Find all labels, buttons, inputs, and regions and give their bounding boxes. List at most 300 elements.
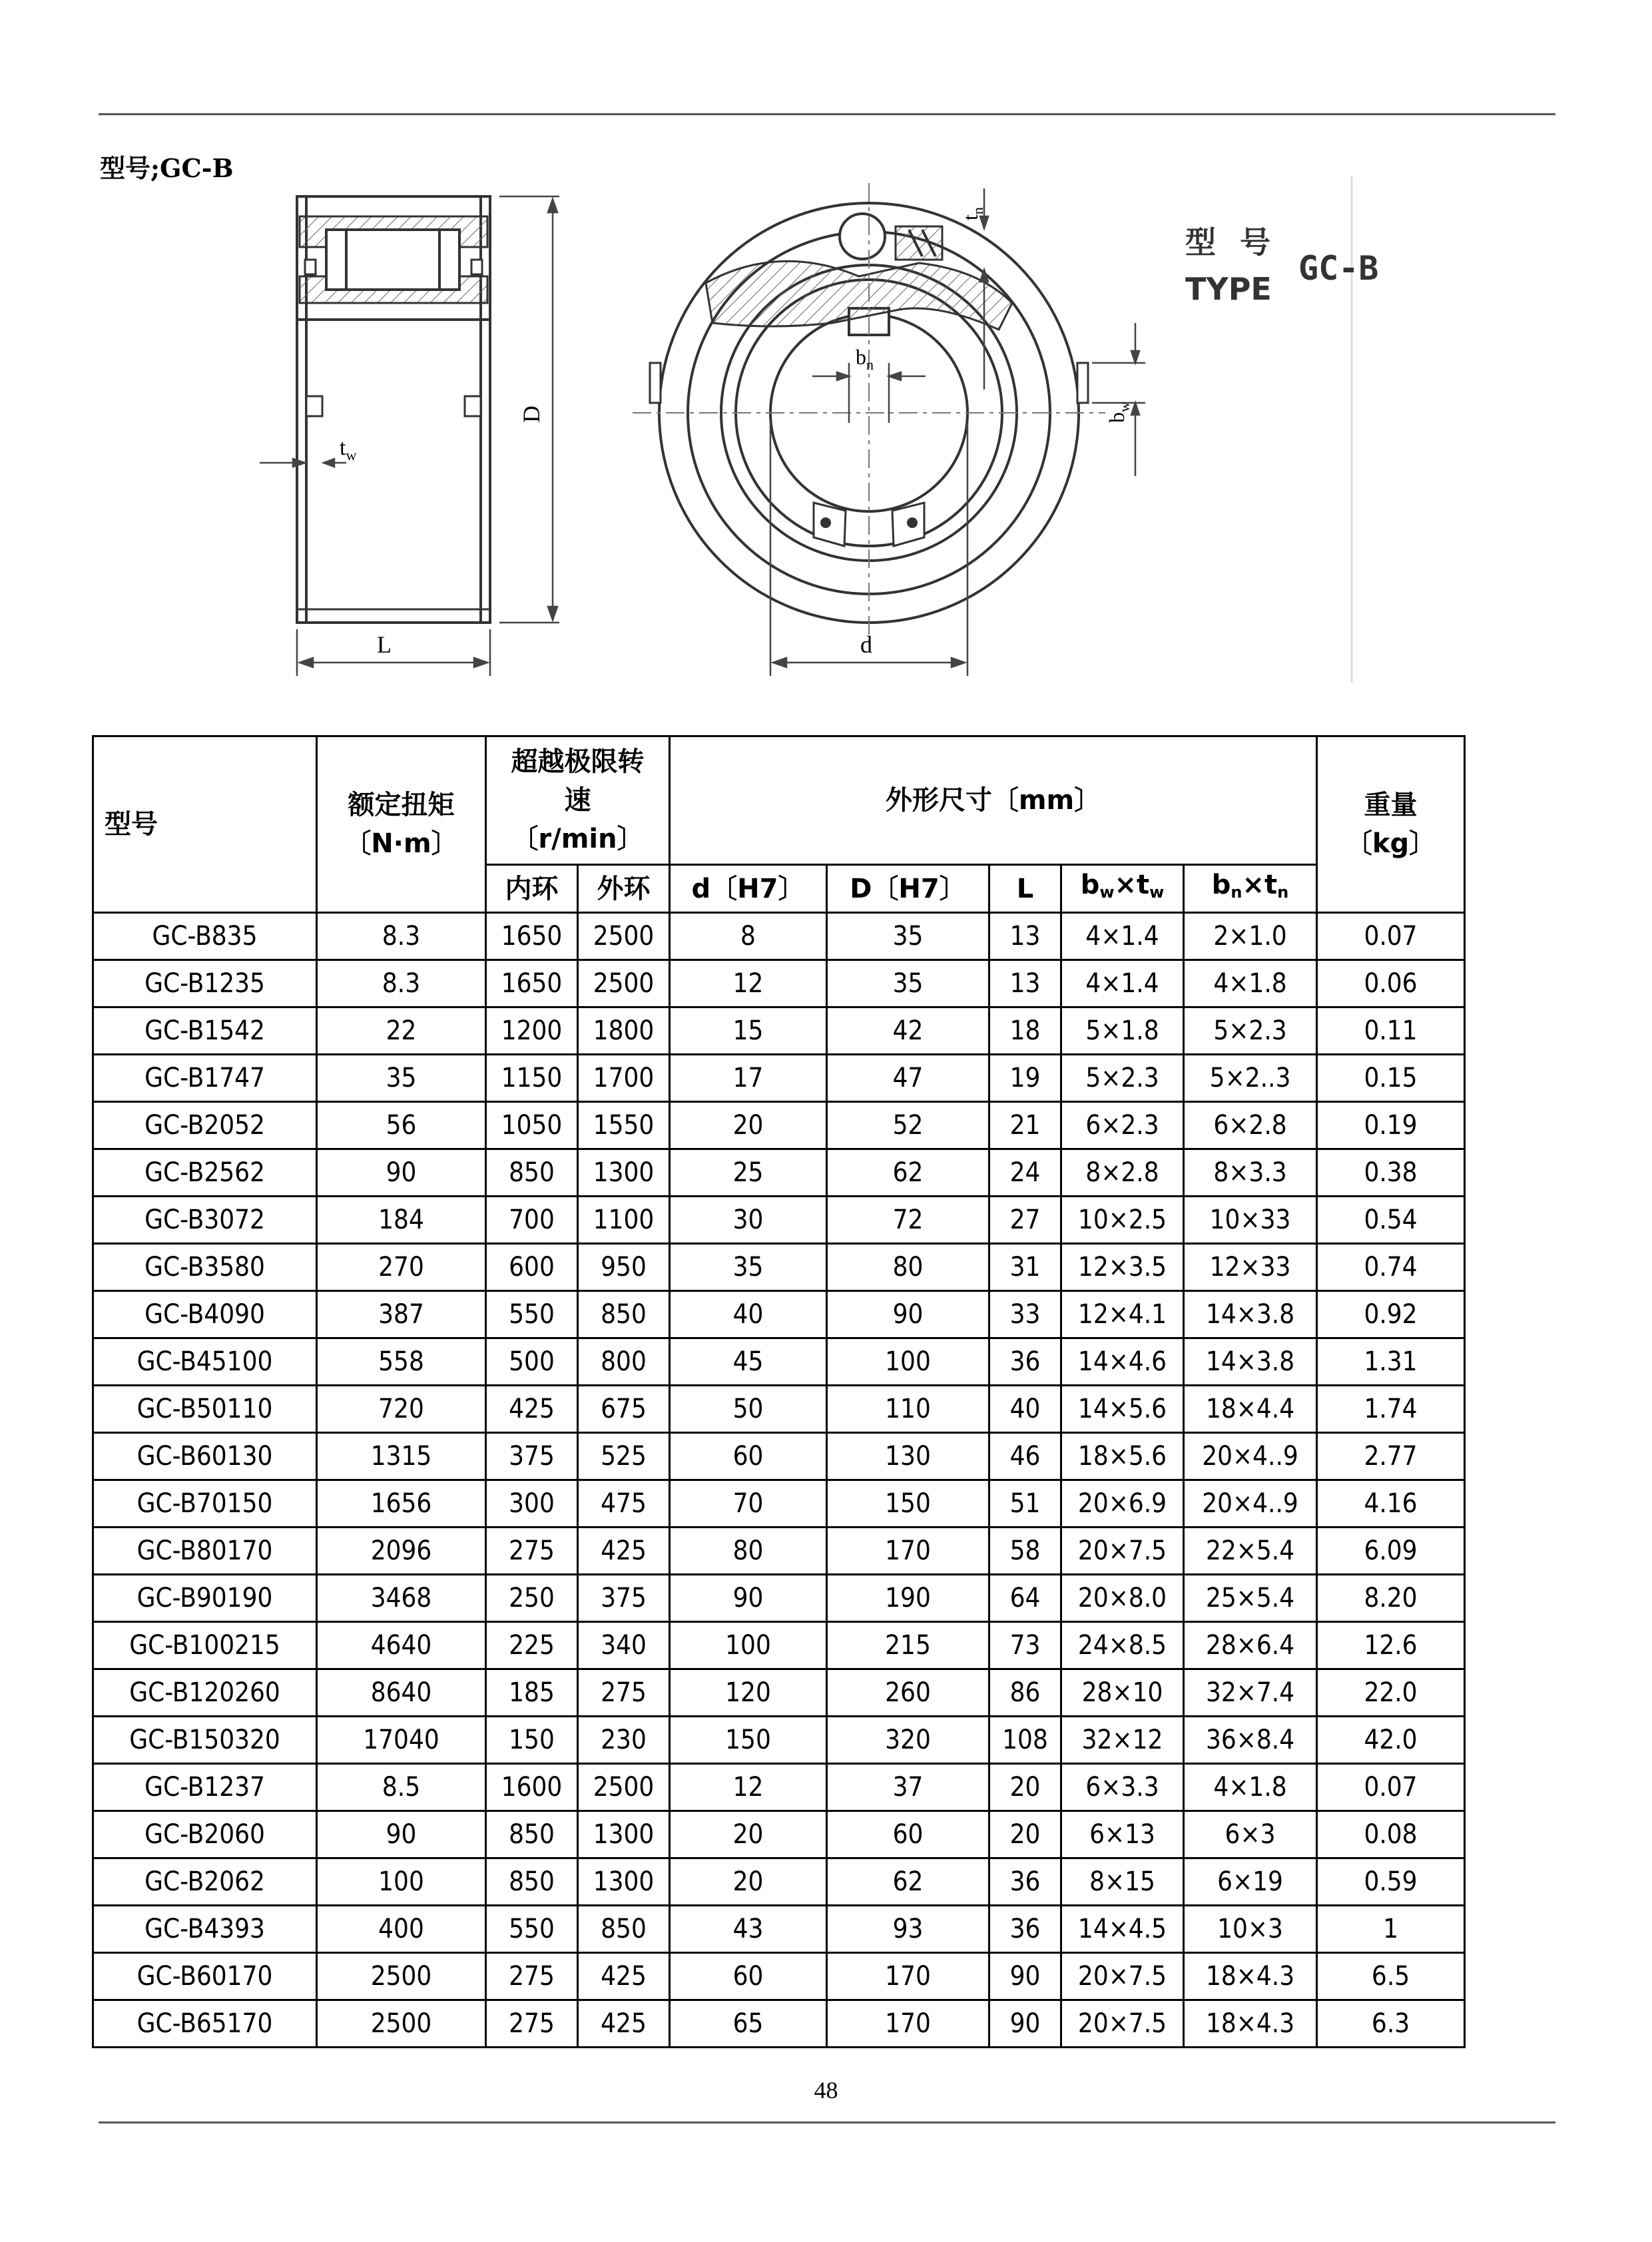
cell-d: 120 xyxy=(670,1669,827,1717)
cell-L: 18 xyxy=(989,1007,1061,1055)
cell-bn-tn: 14×3.8 xyxy=(1184,1291,1317,1338)
cell-d: 8 xyxy=(670,913,827,960)
cell-D: 320 xyxy=(827,1717,989,1764)
cell-weight: 0.54 xyxy=(1317,1197,1465,1244)
cell-D: 62 xyxy=(827,1149,989,1197)
cell-model: GC-B1542 xyxy=(93,1007,317,1055)
cell-D: 100 xyxy=(827,1338,989,1386)
cell-inner-speed: 1650 xyxy=(486,913,578,960)
table-row xyxy=(93,960,1465,1007)
cell-inner-speed: 300 xyxy=(486,1480,578,1528)
cell-outer-speed: 475 xyxy=(578,1480,670,1528)
cell-bn-tn: 6×19 xyxy=(1184,1858,1317,1906)
dim-label-tn: $t_n$ xyxy=(958,207,986,220)
cell-outer-speed: 675 xyxy=(578,1386,670,1433)
table-row xyxy=(93,1338,1465,1386)
cell-outer-speed: 2500 xyxy=(578,913,670,960)
cell-weight: 1 xyxy=(1317,1906,1465,1953)
cell-outer-speed: 1700 xyxy=(578,1055,670,1102)
cell-torque: 184 xyxy=(317,1197,486,1244)
cell-weight: 22.0 xyxy=(1317,1669,1465,1717)
cell-inner-speed: 850 xyxy=(486,1811,578,1858)
cell-L: 36 xyxy=(989,1906,1061,1953)
cell-inner-speed: 150 xyxy=(486,1717,578,1764)
cell-weight: 42.0 xyxy=(1317,1717,1465,1764)
cell-model: GC-B4090 xyxy=(93,1291,317,1338)
cell-D: 62 xyxy=(827,1858,989,1906)
cell-weight: 0.38 xyxy=(1317,1149,1465,1197)
cell-bn-tn: 5×2.3 xyxy=(1184,1007,1317,1055)
cell-bn-tn: 5×2..3 xyxy=(1184,1055,1317,1102)
cell-weight: 0.11 xyxy=(1317,1007,1465,1055)
cell-bn-tn: 28×6.4 xyxy=(1184,1622,1317,1669)
cell-torque: 3468 xyxy=(317,1575,486,1622)
type-label-en: TYPE xyxy=(1185,271,1272,307)
cell-D: 52 xyxy=(827,1102,989,1149)
cell-bn-tn: 4×1.8 xyxy=(1184,960,1317,1007)
cell-d: 43 xyxy=(670,1906,827,1953)
cell-torque: 2096 xyxy=(317,1528,486,1575)
cell-torque: 8.3 xyxy=(317,960,486,1007)
cell-D: 93 xyxy=(827,1906,989,1953)
cell-bw-tw: 6×3.3 xyxy=(1061,1764,1184,1811)
cell-outer-speed: 1550 xyxy=(578,1102,670,1149)
cell-torque: 22 xyxy=(317,1007,486,1055)
torque-unit: 〔N·m〕 xyxy=(344,828,458,859)
cell-bw-tw: 20×8.0 xyxy=(1061,1575,1184,1622)
cell-inner-speed: 1200 xyxy=(486,1007,578,1055)
cell-outer-speed: 1300 xyxy=(578,1858,670,1906)
cell-bn-tn: 22×5.4 xyxy=(1184,1528,1317,1575)
cell-outer-speed: 425 xyxy=(578,1953,670,2000)
cell-L: 27 xyxy=(989,1197,1061,1244)
cell-torque: 720 xyxy=(317,1386,486,1433)
table-row xyxy=(93,1007,1465,1055)
cell-bw-tw: 12×3.5 xyxy=(1061,1244,1184,1291)
table-row xyxy=(93,1858,1465,1906)
table-row xyxy=(93,1528,1465,1575)
cell-model: GC-B100215 xyxy=(93,1622,317,1669)
cell-bw-tw: 8×2.8 xyxy=(1061,1149,1184,1197)
cell-bn-tn: 18×4.3 xyxy=(1184,2000,1317,2048)
cell-bn-tn: 10×3 xyxy=(1184,1906,1317,1953)
cell-d: 65 xyxy=(670,2000,827,2048)
cell-torque: 2500 xyxy=(317,1953,486,2000)
cell-model: GC-B1235 xyxy=(93,960,317,1007)
col-outer-header: 外环 xyxy=(578,865,670,913)
col-inner-header: 内环 xyxy=(486,865,578,913)
cell-D: 42 xyxy=(827,1007,989,1055)
cell-torque: 270 xyxy=(317,1244,486,1291)
dim-label-L: L xyxy=(377,631,392,658)
cell-D: 190 xyxy=(827,1575,989,1622)
cell-L: 90 xyxy=(989,1953,1061,2000)
cell-d: 70 xyxy=(670,1480,827,1528)
cell-model: GC-B835 xyxy=(93,913,317,960)
cell-D: 170 xyxy=(827,1953,989,2000)
cell-model: GC-B4393 xyxy=(93,1906,317,1953)
cell-outer-speed: 230 xyxy=(578,1717,670,1764)
cell-bw-tw: 4×1.4 xyxy=(1061,913,1184,960)
cell-torque: 90 xyxy=(317,1811,486,1858)
cell-bn-tn: 6×2.8 xyxy=(1184,1102,1317,1149)
cell-L: 108 xyxy=(989,1717,1061,1764)
cell-outer-speed: 275 xyxy=(578,1669,670,1717)
cell-D: 130 xyxy=(827,1433,989,1480)
table-row xyxy=(93,1669,1465,1717)
dim-label-bw: $b_w$ xyxy=(1105,402,1133,423)
bottom-rule xyxy=(99,2121,1555,2123)
cell-model: GC-B120260 xyxy=(93,1669,317,1717)
cell-bn-tn: 32×7.4 xyxy=(1184,1669,1317,1717)
cell-L: 21 xyxy=(989,1102,1061,1149)
cell-model: GC-B2052 xyxy=(93,1102,317,1149)
cell-weight: 1.31 xyxy=(1317,1338,1465,1386)
cell-bw-tw: 14×5.6 xyxy=(1061,1386,1184,1433)
cell-d: 35 xyxy=(670,1244,827,1291)
cell-bw-tw: 20×7.5 xyxy=(1061,1528,1184,1575)
cell-torque: 8640 xyxy=(317,1669,486,1717)
cell-inner-speed: 185 xyxy=(486,1669,578,1717)
cell-inner-speed: 600 xyxy=(486,1244,578,1291)
torque-label: 额定扭矩 xyxy=(348,790,455,820)
cell-model: GC-B2562 xyxy=(93,1149,317,1197)
cell-L: 13 xyxy=(989,960,1061,1007)
table-row xyxy=(93,1764,1465,1811)
cell-weight: 0.74 xyxy=(1317,1244,1465,1291)
cell-L: 86 xyxy=(989,1669,1061,1717)
cell-bw-tw: 14×4.6 xyxy=(1061,1338,1184,1386)
cell-d: 90 xyxy=(670,1575,827,1622)
cell-inner-speed: 1650 xyxy=(486,960,578,1007)
col-L-header: L xyxy=(989,865,1061,913)
cell-inner-speed: 225 xyxy=(486,1622,578,1669)
cell-outer-speed: 425 xyxy=(578,2000,670,2048)
cell-D: 35 xyxy=(827,913,989,960)
weight-unit: 〔kg〕 xyxy=(1345,828,1436,859)
cell-L: 24 xyxy=(989,1149,1061,1197)
cell-L: 36 xyxy=(989,1858,1061,1906)
cell-weight: 0.06 xyxy=(1317,960,1465,1007)
cell-L: 46 xyxy=(989,1433,1061,1480)
cell-bw-tw: 32×12 xyxy=(1061,1717,1184,1764)
cell-model: GC-B1747 xyxy=(93,1055,317,1102)
cell-bw-tw: 20×7.5 xyxy=(1061,2000,1184,2048)
cell-model: GC-B2062 xyxy=(93,1858,317,1906)
table-row xyxy=(93,913,1465,960)
cell-D: 150 xyxy=(827,1480,989,1528)
cell-model: GC-B80170 xyxy=(93,1528,317,1575)
col-dims-header: 外形尺寸〔mm〕 xyxy=(670,736,1317,865)
dim-label-d: d xyxy=(860,631,872,658)
cell-d: 150 xyxy=(670,1717,827,1764)
cell-inner-speed: 1150 xyxy=(486,1055,578,1102)
cell-D: 60 xyxy=(827,1811,989,1858)
cell-d: 20 xyxy=(670,1811,827,1858)
cell-torque: 90 xyxy=(317,1149,486,1197)
cell-outer-speed: 525 xyxy=(578,1433,670,1480)
cell-model: GC-B90190 xyxy=(93,1575,317,1622)
cell-L: 20 xyxy=(989,1811,1061,1858)
cell-weight: 0.08 xyxy=(1317,1811,1465,1858)
cell-weight: 6.09 xyxy=(1317,1528,1465,1575)
cell-inner-speed: 550 xyxy=(486,1906,578,1953)
cell-D: 170 xyxy=(827,1528,989,1575)
cell-D: 90 xyxy=(827,1291,989,1338)
cell-bn-tn: 18×4.4 xyxy=(1184,1386,1317,1433)
table-row xyxy=(93,1717,1465,1764)
cell-inner-speed: 275 xyxy=(486,1953,578,2000)
cell-weight: 6.3 xyxy=(1317,2000,1465,2048)
cell-bw-tw: 20×6.9 xyxy=(1061,1480,1184,1528)
cell-outer-speed: 1800 xyxy=(578,1007,670,1055)
cell-d: 100 xyxy=(670,1622,827,1669)
cell-bn-tn: 10×33 xyxy=(1184,1197,1317,1244)
cell-L: 73 xyxy=(989,1622,1061,1669)
header-row-main xyxy=(93,736,1465,865)
cell-D: 47 xyxy=(827,1055,989,1102)
cell-torque: 100 xyxy=(317,1858,486,1906)
cell-bn-tn: 2×1.0 xyxy=(1184,913,1317,960)
cell-bn-tn: 8×3.3 xyxy=(1184,1149,1317,1197)
col-D-header: D〔H7〕 xyxy=(827,865,989,913)
cell-L: 36 xyxy=(989,1338,1061,1386)
cell-outer-speed: 1300 xyxy=(578,1811,670,1858)
cell-inner-speed: 850 xyxy=(486,1858,578,1906)
cell-bn-tn: 36×8.4 xyxy=(1184,1717,1317,1764)
cell-weight: 2.77 xyxy=(1317,1433,1465,1480)
cell-bw-tw: 18×5.6 xyxy=(1061,1433,1184,1480)
col-d-header: d〔H7〕 xyxy=(670,865,827,913)
cell-d: 20 xyxy=(670,1102,827,1149)
cell-weight: 12.6 xyxy=(1317,1622,1465,1669)
cell-bw-tw: 6×2.3 xyxy=(1061,1102,1184,1149)
cell-outer-speed: 340 xyxy=(578,1622,670,1669)
cell-weight: 1.74 xyxy=(1317,1386,1465,1433)
speed-unit: 〔r/min〕 xyxy=(511,824,644,854)
cell-L: 13 xyxy=(989,913,1061,960)
cell-L: 90 xyxy=(989,2000,1061,2048)
table-row xyxy=(93,1622,1465,1669)
cell-weight: 8.20 xyxy=(1317,1575,1465,1622)
cell-torque: 1656 xyxy=(317,1480,486,1528)
cell-inner-speed: 700 xyxy=(486,1197,578,1244)
cell-bw-tw: 20×7.5 xyxy=(1061,1953,1184,2000)
table-row xyxy=(93,1291,1465,1338)
cell-model: GC-B3580 xyxy=(93,1244,317,1291)
cell-d: 20 xyxy=(670,1858,827,1906)
cell-L: 51 xyxy=(989,1480,1061,1528)
cell-d: 80 xyxy=(670,1528,827,1575)
cell-inner-speed: 425 xyxy=(486,1386,578,1433)
cell-weight: 6.5 xyxy=(1317,1953,1465,2000)
cell-L: 64 xyxy=(989,1575,1061,1622)
cell-D: 110 xyxy=(827,1386,989,1433)
cell-torque: 400 xyxy=(317,1906,486,1953)
cell-L: 20 xyxy=(989,1764,1061,1811)
spec-table-body xyxy=(93,913,1465,2048)
cell-bw-tw: 12×4.1 xyxy=(1061,1291,1184,1338)
dim-label-tw: $t_w$ xyxy=(340,435,357,463)
cell-inner-speed: 1600 xyxy=(486,1764,578,1811)
cell-bw-tw: 6×13 xyxy=(1061,1811,1184,1858)
col-model-header: 型号 xyxy=(93,736,317,913)
cell-bn-tn: 25×5.4 xyxy=(1184,1575,1317,1622)
cell-d: 40 xyxy=(670,1291,827,1338)
model-title: 型号;GC-B xyxy=(100,153,234,183)
col-bw-tw-header: $b_w\times t_w$ xyxy=(1061,865,1184,913)
cell-weight: 0.15 xyxy=(1317,1055,1465,1102)
cell-D: 35 xyxy=(827,960,989,1007)
cell-L: 58 xyxy=(989,1528,1061,1575)
dim-label-D: D xyxy=(518,406,545,423)
cell-bn-tn: 18×4.3 xyxy=(1184,1953,1317,2000)
cell-outer-speed: 2500 xyxy=(578,1764,670,1811)
table-row xyxy=(93,1055,1465,1102)
cell-torque: 2500 xyxy=(317,2000,486,2048)
cell-model: GC-B2060 xyxy=(93,1811,317,1858)
table-row xyxy=(93,1575,1465,1622)
cell-inner-speed: 850 xyxy=(486,1149,578,1197)
cell-inner-speed: 500 xyxy=(486,1338,578,1386)
cell-d: 50 xyxy=(670,1386,827,1433)
cell-torque: 387 xyxy=(317,1291,486,1338)
cell-bw-tw: 28×10 xyxy=(1061,1669,1184,1717)
technical-drawing xyxy=(246,170,1445,696)
cell-outer-speed: 950 xyxy=(578,1244,670,1291)
table-row xyxy=(93,1433,1465,1480)
cell-L: 33 xyxy=(989,1291,1061,1338)
table-row xyxy=(93,1480,1465,1528)
front-view-centerlines xyxy=(633,183,1105,643)
cell-d: 12 xyxy=(670,1764,827,1811)
cell-inner-speed: 550 xyxy=(486,1291,578,1338)
cell-bw-tw: 10×2.5 xyxy=(1061,1197,1184,1244)
cell-weight: 0.59 xyxy=(1317,1858,1465,1906)
cell-bn-tn: 20×4..9 xyxy=(1184,1480,1317,1528)
cell-model: GC-B45100 xyxy=(93,1338,317,1386)
cell-inner-speed: 1050 xyxy=(486,1102,578,1149)
cell-torque: 4640 xyxy=(317,1622,486,1669)
table-row xyxy=(93,1149,1465,1197)
cell-bw-tw: 4×1.4 xyxy=(1061,960,1184,1007)
cell-bn-tn: 20×4..9 xyxy=(1184,1433,1317,1480)
cell-torque: 8.3 xyxy=(317,913,486,960)
type-code: GC-B xyxy=(1298,249,1379,288)
cell-outer-speed: 425 xyxy=(578,1528,670,1575)
cell-model: GC-B60170 xyxy=(93,1953,317,2000)
cell-model: GC-B70150 xyxy=(93,1480,317,1528)
cell-bw-tw: 14×4.5 xyxy=(1061,1906,1184,1953)
cell-model: GC-B65170 xyxy=(93,2000,317,2048)
cell-model: GC-B3072 xyxy=(93,1197,317,1244)
cell-bn-tn: 6×3 xyxy=(1184,1811,1317,1858)
cell-bn-tn: 4×1.8 xyxy=(1184,1764,1317,1811)
cell-weight: 0.19 xyxy=(1317,1102,1465,1149)
cell-weight: 0.07 xyxy=(1317,913,1465,960)
weight-label: 重量 xyxy=(1364,790,1418,820)
type-label-cn: 型 号 xyxy=(1185,224,1278,260)
cell-inner-speed: 275 xyxy=(486,2000,578,2048)
table-row xyxy=(93,1906,1465,1953)
col-torque-header xyxy=(317,736,486,913)
cell-D: 80 xyxy=(827,1244,989,1291)
speed-label: 超越极限转速 xyxy=(511,746,645,816)
cell-d: 12 xyxy=(670,960,827,1007)
spec-table xyxy=(92,735,1466,2048)
cell-D: 215 xyxy=(827,1622,989,1669)
cell-model: GC-B60130 xyxy=(93,1433,317,1480)
cell-d: 17 xyxy=(670,1055,827,1102)
cell-torque: 8.5 xyxy=(317,1764,486,1811)
cell-D: 260 xyxy=(827,1669,989,1717)
cell-bw-tw: 8×15 xyxy=(1061,1858,1184,1906)
cell-D: 72 xyxy=(827,1197,989,1244)
cell-bn-tn: 14×3.8 xyxy=(1184,1338,1317,1386)
cell-torque: 56 xyxy=(317,1102,486,1149)
table-row xyxy=(93,1244,1465,1291)
cell-d: 30 xyxy=(670,1197,827,1244)
cell-outer-speed: 1100 xyxy=(578,1197,670,1244)
cell-d: 25 xyxy=(670,1149,827,1197)
cell-inner-speed: 250 xyxy=(486,1575,578,1622)
table-row xyxy=(93,1953,1465,2000)
cell-D: 170 xyxy=(827,2000,989,2048)
cell-inner-speed: 375 xyxy=(486,1433,578,1480)
cell-L: 31 xyxy=(989,1244,1061,1291)
table-row xyxy=(93,1811,1465,1858)
col-speed-header xyxy=(486,736,670,865)
cell-outer-speed: 2500 xyxy=(578,960,670,1007)
cell-bw-tw: 24×8.5 xyxy=(1061,1622,1184,1669)
cell-D: 37 xyxy=(827,1764,989,1811)
page-number: 48 xyxy=(814,2077,838,2103)
dim-label-bn: $b_n$ xyxy=(856,345,874,373)
table-row xyxy=(93,1386,1465,1433)
cell-bn-tn: 12×33 xyxy=(1184,1244,1317,1291)
cell-outer-speed: 375 xyxy=(578,1575,670,1622)
cell-outer-speed: 850 xyxy=(578,1906,670,1953)
side-view xyxy=(297,196,490,623)
cell-model: GC-B150320 xyxy=(93,1717,317,1764)
cell-d: 15 xyxy=(670,1007,827,1055)
cell-d: 45 xyxy=(670,1338,827,1386)
cell-torque: 558 xyxy=(317,1338,486,1386)
cell-torque: 35 xyxy=(317,1055,486,1102)
cell-inner-speed: 275 xyxy=(486,1528,578,1575)
col-bn-tn-header: $b_n\times t_n$ xyxy=(1184,865,1317,913)
cell-weight: 0.07 xyxy=(1317,1764,1465,1811)
cell-outer-speed: 850 xyxy=(578,1291,670,1338)
cell-weight: 4.16 xyxy=(1317,1480,1465,1528)
cell-d: 60 xyxy=(670,1953,827,2000)
cell-L: 40 xyxy=(989,1386,1061,1433)
cell-model: GC-B1237 xyxy=(93,1764,317,1811)
cell-outer-speed: 800 xyxy=(578,1338,670,1386)
cell-bw-tw: 5×2.3 xyxy=(1061,1055,1184,1102)
top-rule xyxy=(99,113,1555,115)
cell-d: 60 xyxy=(670,1433,827,1480)
table-row xyxy=(93,2000,1465,2048)
cell-L: 19 xyxy=(989,1055,1061,1102)
cell-weight: 0.92 xyxy=(1317,1291,1465,1338)
cell-torque: 17040 xyxy=(317,1717,486,1764)
col-weight-header xyxy=(1317,736,1465,913)
cell-model: GC-B50110 xyxy=(93,1386,317,1433)
cell-torque: 1315 xyxy=(317,1433,486,1480)
table-row xyxy=(93,1197,1465,1244)
table-row xyxy=(93,1102,1465,1149)
